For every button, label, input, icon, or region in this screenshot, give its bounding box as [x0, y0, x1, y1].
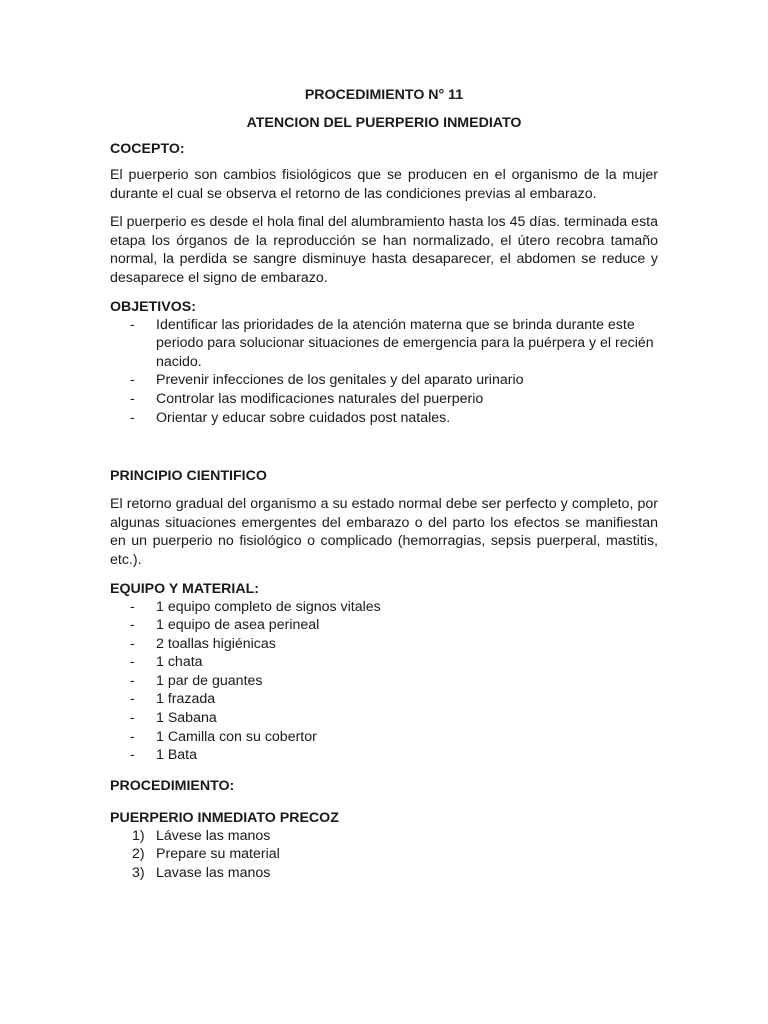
list-item [110, 690, 658, 709]
list-marker: - [130, 598, 135, 615]
list-item [110, 598, 658, 617]
list-item [110, 672, 658, 691]
step-text: Prepare su material [156, 846, 280, 863]
step-number: 3) [132, 865, 145, 882]
list-marker: - [130, 728, 135, 745]
list-item-text: 1 par de guantes [156, 672, 263, 689]
principio-paragraph: El retorno gradual del organismo a su estado normal debe ser perfecto y completo, por algunas situaciones emergentes del embarazo o del parto los efectos se manifiestan en un puerperio no fisiológico o complicado (hemorragias, sepsis puerperal, mastitis, etc.). [110, 496, 658, 568]
document-page [110, 86, 658, 883]
step-number: 2) [132, 846, 145, 863]
list-item [110, 371, 658, 390]
equipo-heading: EQUIPO Y MATERIAL: [110, 580, 259, 597]
procedimiento-subheading: PUERPERIO INMEDIATO PRECOZ [110, 809, 339, 826]
list-marker: - [130, 390, 135, 407]
list-item-text: 1 frazada [156, 691, 216, 708]
step-text: Lávese las manos [156, 827, 271, 844]
list-marker: - [130, 654, 135, 671]
objetivos-heading: OBJETIVOS: [110, 298, 196, 315]
document-subtitle: ATENCION DEL PUERPERIO INMEDIATO [246, 115, 522, 131]
list-item [110, 845, 658, 864]
list-item-text: 1 Camilla con su cobertor [156, 728, 317, 745]
list-item-text: Prevenir infecciones de los genitales y del aparato urinario [156, 372, 524, 389]
list-item [110, 728, 658, 747]
list-item-text: 1 Sabana [156, 710, 217, 727]
equipo-list [110, 598, 658, 765]
list-marker: - [130, 691, 135, 708]
document-title: PROCEDIMIENTO N° 11 [304, 87, 464, 103]
list-marker: - [130, 710, 135, 727]
list-marker: - [130, 316, 135, 333]
list-marker: - [130, 672, 135, 689]
principio-heading: PRINCIPIO CIENTIFICO [110, 468, 267, 485]
list-item-text: 1 equipo completo de signos vitales [156, 598, 381, 615]
list-item [110, 616, 658, 635]
list-marker: - [130, 747, 135, 764]
list-marker: - [130, 617, 135, 634]
list-item [110, 653, 658, 672]
list-item [110, 390, 658, 409]
list-item-text: 1 Bata [156, 747, 198, 764]
procedimiento-steps [110, 827, 658, 883]
list-item [110, 635, 658, 654]
list-item-text: 2 toallas higiénicas [156, 635, 276, 652]
list-item-text: 1 chata [156, 654, 203, 671]
list-item [110, 827, 658, 846]
list-marker: - [130, 372, 135, 389]
list-item-text: Controlar las modificaciones naturales del puerperio [156, 390, 484, 407]
step-number: 1) [132, 827, 145, 844]
list-marker: - [130, 635, 135, 652]
objetivos-list [110, 316, 658, 428]
list-marker: - [130, 409, 135, 426]
list-item [110, 746, 658, 765]
list-item [110, 409, 658, 428]
procedimiento-heading: PROCEDIMIENTO: [110, 777, 235, 794]
list-item [110, 864, 658, 883]
list-item-text: 1 equipo de asea perineal [156, 617, 320, 634]
list-item-text: Identificar las prioridades de la atención materna que se brinda durante este periodo para solucionar situaciones de emergencia para la puérpera y el recién nacido. [156, 316, 654, 370]
concepto-heading: COCEPTO: [110, 141, 185, 157]
list-item-text: Orientar y educar sobre cuidados post natales. [156, 409, 451, 426]
list-item [110, 709, 658, 728]
step-text: Lavase las manos [156, 865, 271, 882]
concepto-paragraph-1: El puerperio son cambios fisiológicos que se producen en el organismo de la mujer durante el cual se observa el retorno de las condiciones previas al embarazo. [110, 167, 658, 202]
concepto-paragraph-2: El puerperio es desde el hola final del alumbramiento hasta los 45 días. terminada esta etapa los órganos de la reproducción se han normalizado, el útero recobra tamaño normal, la perdida se sangre disminuye hasta desaparecer, el abdomen se reduce y desaparece el signo de embarazo. [110, 214, 658, 286]
list-item [110, 316, 658, 372]
